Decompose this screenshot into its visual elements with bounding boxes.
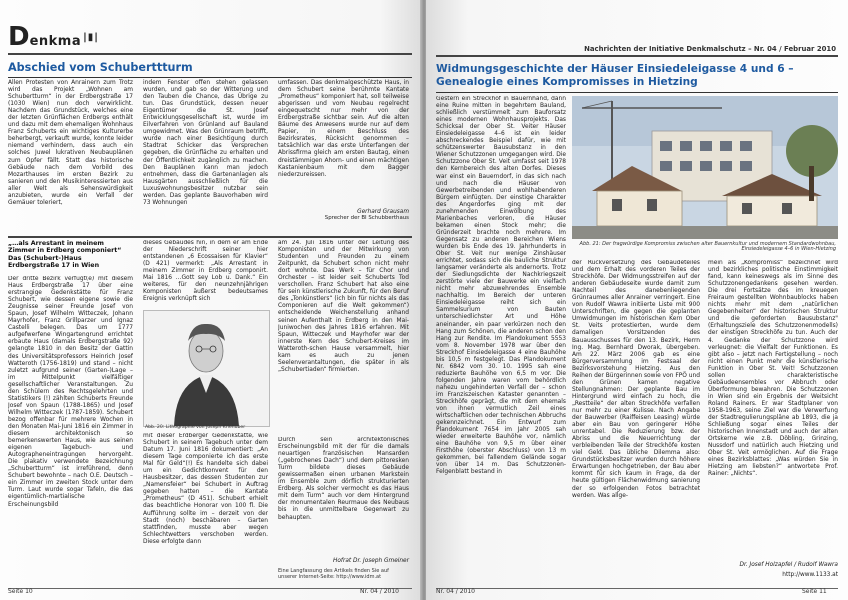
right-title-line-1: Widmungsgeschichte der Häuser Einsiedeleigasse 4 und 6 – <box>436 63 794 75</box>
building-photo-caption: Abb. 21: Der fragwürdige Kompromiss zwischen alter Bauernkultur und modernem Standardwohnbau, Einsiedeleigasse 4–6 in Wien-Hietzing <box>579 241 836 253</box>
denkmal-logo: $D^{enkma}$ |▮| <box>8 22 99 52</box>
logo-bars-icon: |▮| <box>83 32 99 43</box>
article-column-1: Allen Protesten von Anrainern zum Trotz wird das Projekt „Wohnen am Schubertturm“ in der Erdbergstraße 17 (1030 Wien) nun doch verwirklicht. Nachdem das Grundstück, welches eine der letzten Grünflächen Erdbergs enthält und dazu mit dem ehemaligen Wohnhaus Franz Schuberts ein wichtiges Kulturerbe beherbergt, verkauft wurde, konnte leider niemand verhindern, dass auch ein solches Juwel lukrativen Neubauplänen zum Opfer fällt. Statt das historische Gebäude nach dem Vorbild des Mozarthauses im ersten Bezirk zu sanieren und den Musikinteressierten aus aller Welt als Sehenswürdigkeit anzubieten, wurde ein Verfall der Gemäuer toleriert, <box>8 80 133 206</box>
title-rule <box>8 77 412 78</box>
footer-rule-left <box>8 588 412 589</box>
issue-left: Nr. 04 / 2010 <box>360 588 399 595</box>
portrait-caption: Abb. 20: Lithographie von Joseph Kriehuber <box>145 425 246 430</box>
right-signature: Dr. Josef Holzapfel / Rudolf Wawra <box>739 562 838 568</box>
page-left <box>0 0 422 600</box>
box-top-rule <box>8 236 412 238</box>
right-article-title <box>436 63 840 89</box>
box-source-link[interactable]: Eine Langfassung des Artikels finden Sie auf unserer Internet-Seite: http://www.idm.at <box>278 568 389 580</box>
right-title-rule <box>436 92 838 93</box>
building-photo <box>572 96 838 239</box>
header-rule <box>8 53 412 55</box>
right-column-1: Gestern ein Streckhof in Bauernhand, dann eine Ruine mitten in begehrtem Bauland, schließlich verstümmelt zum Bauforsatz eines modernen Wohnhausprojekts. Das Schicksal der Ober St. Veiter Häuser Einsiedeleigasse 4–6 ist ein leider abschreckendes Beispiel dafür, wie mit schützenswerter Bausubstanz in den Wiener Schutzzonen umgegangen wird. Die Schutzzone Ober St. Veit umfasst seit 1978 den Kernbereich des alten Dorfes. Dieses war einst ein Bauerndorf, in das sich nach und nach die Häuser von Gewerbetreibenden und wohlhabenderen Bürgern einfügten. Der einstige Charakter des Angerdorfes ging mit der zunehmenden Einwölbung des Marienbaches verloren, die Häuser bekamen einen Stock mehr; die Gründerzeit brachte noch mehrere. Im Gegensatz zu anderen Bereichen Wiens wurden bis Ende des 19. Jahrhunderts in Ober St. Veit nur wenige Zinshäuser errichtet, sodass sich die bauliche Struktur langsamer veränderte als andernorts. Trotz der Siedlungsdichte der Nachkriegszeit zerstörte viele der Bauwerke ein vielfach nicht mehr abzuwehrendes Ensemble nachhaltig. Im Bereich der unteren Einsiedeleigasse reiht sich ein Sammelsurium von Bauten unterschiedlichster Art und Höhe aneinander, ein paar verkürzen noch den Hang zum Schönen, die anderen schon den Hang zur Rendite. Im Plandokument 5553 vom 8. November 1978 war über den Streckhof Einsiedeleigasse 4 eine Bauhöhe bis 10,5 m festgelegt. Das Plandokument Nr. 6842 vom 30. 10. 1995 sah eine reduzierte Bauhöhe von 6,5 m vor. Die folgenden Jahre waren vom behördlich nahezu ungehinderten Verfall der – schon im Franziszeischen Kataster genannten – Streckhöfe geprägt, die mit dem ehemals von ihnen vermutlich Zeil eines wirtschaftlichen oder technischen Abbruchs gekennzeichnet. Ein Entwurf zum Plandokument 7654 im Jahr 2005 sah wieder erweiterte Bauhöhe vor, nämlich eine Bauhöhe von 9,5 m über einer Firsthöhe (oberster Abschluss) von 13 m gekommen, bei fallendem Gelände sogar von über 14 m. Das Schutzzonen-Felgenblatt bestand in <box>436 96 566 476</box>
footer-rule-right <box>436 588 838 589</box>
newsletter-header: Nachrichten der Initiative Denkmalschutz – Nr. 04 / Februar 2010 <box>584 45 836 53</box>
issue-right: Nr. 04 / 2010 <box>436 588 475 595</box>
portrait-lithograph <box>143 310 270 427</box>
right-site-link[interactable]: http://www.1133.at <box>782 572 838 578</box>
page-number-left: Seite 10 <box>8 588 33 595</box>
article-title: Abschied vom Schuberttturm <box>8 61 193 74</box>
box-column-3-bottom: Durch sein architektonisches Erscheinungsbild mit der für die damals neuartigen französischen Mansarden („gebrochenes Dach“) und dem pittoresken Turm bildete dieses Gebäude gewissermaßen einen urbanen Markstein im Ensemble zum dörflich strukturierten Erdberg. Als solcher vermocht es das Haus mit dem Turm“ auch vor dem Hintergrund der monumentalen Reurmaue des Neubaus bis in die unmittelbare Gegenwart zu behaupten. <box>278 437 409 521</box>
right-column-3: mein als „Kompromiss“ bezeichnet wird und bezirkliches politische Einstimmigkeit fand, kann keineswegs als im Sinne des Schutzzonengedankens gesehen werden. Die drei Fortsätze des im kreuegen Freiraum gestellten Wohnbaublocks haben nichts mehr mit dem „natürlichen Gegebenheiten“ der historischen Struktur und die geforderten Bausubstanz" (Erhaltungsziele des Schutzzonenmodells) der einstigen Streckhöfe zu tun. Auch der 4. Gedanke der Schutzzone wird verleugnet: die Vielfalt der Funktionen. Es gibt also – jetzt nach Fertigstellung – noch nicht einen Punkt mehr die künstlerische Funktion in Ober St. Veit! Schutzzonen sollen charakteristische Gebäudeensembles vor Abbruch oder Überformung bewahren. Die Schutzzonen in Wien sind ein Ergebnis der Weitsicht Roland Rainers. Er war Stadtplaner von 1958-1963, seine Ziel war die Verwerfung der Stadtregulierungspläne ab 1893, die ja Schließung sogar eines Teiles der historischen Innenstadt und auch der alten Ortskerne wie z.B. Döbling, Grinzing, Nussdorf und natürlich auch Hietzing und Ober St. Veit ermöglichen. Auf die Frage eines Bezirksblattes: „Was würden Sie in Hietzing am liebsten?“ antwortete Prof. Rainer: „Nichts“. <box>708 260 838 478</box>
einsiedeleigasse-photo <box>572 96 838 239</box>
signature-name: Gerhard Grausam <box>357 209 409 215</box>
signature-role: Sprecher der BI Schubberthaus <box>324 215 409 221</box>
schubert-portrait-image <box>144 311 269 426</box>
article-signature <box>278 209 409 221</box>
page-number-right: Seite 11 <box>802 588 827 595</box>
right-column-2: der Rückversetzung des Gebäudeteiles und dem Erhalt des vorderen Teiles der Streckhöfe. Der Widmungsstreifen auf der anderen Gebäudeseite wurde damit zum Nachteil des danebenliegenden Grünraumes aller Anrainer verringert. Eine von Rudolf Wawra initiierte Liste mit 900 Unterschriften, die gegen die geplanten Umwidmungen im historischen Kern Ober St. Veits protestierten, wurde dem damaligen Vorsitzenden des Bauausschusses für den 13. Bezirk, Herrn Ing. Mag. Bernhard Dworak, übergeben. Am 22. März 2006 gab es eine Bürgerversammlung im Festsaal der Bezirksvorstehung Hietzing. Aus den Reihen der Bürgerinnen sowie von FPÖ und den Grünen kamen negative Stellungnahmen: Der geplante Bau im Hintergrund wird einfach zu hoch, die „Restteile“ der alten Streckhöfe verfallen nur mehr zu einer Kulisse. Nach Angabe der Bauwerber (Raiffeisen Leasing) würde aber ein Bau von geringerer Höhe unrentabel. Die Reduzierung bzw. der Abriss und die Neuerrichtung der verbleibenden Teile der Streckhöfe kosten viel Geld. Das übliche Dilemma also: Grundstücksbesitzer wurden durch höhere Erwartungen hochgetrieben, der Bau aber kommt für sich kaum in Frage, da der heute gültigen Flächenwidmung sanierung der so erfolgenden Fotos betrachtet werden. Was allge- <box>572 260 700 499</box>
box-column-3-top: am 24. Juli 1816 unter der Leitung des Komponisten und der Mitwirkung von Studenten und Freunden zu einem Zeitpunkt, da Schubert schon nicht mehr dort wohnte. Das Werk – für Chor und Orchester – ist leider seit Schuberts Tod verschollen. Franz Schubert hat also eine für sein künstlerische Zukunft, für den Beruf des „Tonkünstlers“ (ich bin für nichts als das Componieren auf die Welt gekommen“) entscheidende Weichenstellung anhand seinen Aufenthalt in Erdberg in den Mai-Juniwochen des Jahres 1816 erfahren. Mit Spaun, Witteczek und Mayrhofer war der innerste Kern des Schubert-Kreises im Watteroth-schen Hause versammelt, hier kam es auch zu jenen Seelenverantaltungen, die später in als „Schubertiaden“ firmierten. <box>278 240 409 373</box>
article-column-3: umfassen. Das denkmalgeschützte Haus, in dem Schubert seine berühmte Kantate „Prometheus“ komponiert hat, soll teilweise abgerissen und vom Neubau regelrecht eingequetscht nur mehr von der Erdbergstraße sichtbar sein. Auf die alten Bäume des Anwesens wurde nur auf dem Papier, in einem Beschluss des Bezirksrates, Rücksicht genommen – tatsächlich war das erste Unterfangen der Abrissfirma gleich am ersten Bautag, einen dreistämmigen Ahorn- und einen mächtigen Kastanienbaum mit dem Bagger niederzureissen. <box>278 80 409 178</box>
header-rule-right <box>436 55 838 57</box>
box-column-1: Der dritte Bezirk verfügt(e) mit diesem Haus Erdbergstraße 17 über eine erstrangige Gedenkstätte für Franz Schubert, wie dessen eigene sowie die Zeugnisse seiner Freunde Josef von Spaun, Josef Wilhelm Witteczek, Johann Mayrhofer, Franz Grillparzer und Ignaz Castelli belegen. Das um 1777 aufgefwerfene Wingartengrund errichtet erbaute Haus (damals Erdbergstraße 92) gelangte 1810 in den Besitz der Gattin des Universitätsprofessors Heinrich Josef Watteroth (1756-1819) und stand – nicht zuletzt aufgrund seiner (Garten-)Lage – im Mittelpunkt vielfältiger gesellschaftlicher Veranstaltungen. Zu den Schülern des Rechtsgelehrten und Statistikers (!) zählten Schuberts Freunde Josef von Spaun (1788-1865) und Josef Wilhelm Witteczek (1787-1859). Schubert bezog offenbar für mehrere Wochen in den Monaten Mai-Juni 1816 ein Zimmer in diesem architektonisch so bemerkenswerten Haus, wie aus seinen eigenen Tagebuch- und Autographeneintragungen hervorgeht. Die plakativ verwendete Bezeichnung „Schubertturm“ ist irreführend, denn Schubert bewohnte – nach O.E. Deutsch – ein Zimmer im zweiten Stock unter dem Turm. Laut wurde sogar Tafeln, die das eigentümlich-martialische Erscheinungsbild <box>8 276 133 508</box>
right-title-line-2: Genealogie eines Kompromisses in Hietzing <box>436 76 698 88</box>
page-right <box>426 0 848 600</box>
box-column-2-top: dieses Gebäudes hin, in dem er am Ende der Niederschrift seiner hier entstandenen „6 Ecossaisen für Klavier“ (D 421) vermerkt: „Als Arrestant in meinem Zimmer in Erdberg componirt. Mai 1816 …Gott sey Lob u. Dank.“ Ein weiteres, für den neunzehnjährigen Komponisten äußerst bedeutsames Ereignis verknüpft sich <box>143 240 268 303</box>
box-column-2-bottom: mit dieser Erdberger Gedenkstätte, wie Schubert in seinem Tagebuch unter dem Datum 17. Juni 1816 dokumentiert: „An diesem Tage componierte ich das erste Mal für Geld“(!) Es handelte sich dabei um ein Gedichtkonvent für den Hausbesitzer, das dessen Studenten zur „Namensfeier“ bei Schubert in Auftrag gegeben hatten – die Kantate „Prometheus“ (D 451). Schubert erhielt das beachtliche Honorar von 100 fl. Die Aufführung sollte im – derzeit von der Stadt (noch) beschäbaren – Garten stattfinden, musste aber wegen Schlechtwetters verschoben werden. Diese erfolgte dann <box>143 433 268 545</box>
article-column-2: indem Fenster offen stehen gelassen wurden, und gab so der Witterung und den Tauben die Chance, das Übrige zu tun. Das Grundstück, dessen neuer Eigentümer die St. Josef Entwicklungsgesellschaft ist, wurde im Eilverfahren von Grünland auf Bauland umgewidmet. Was den Grünraum betrifft, wurde nach einer Besichtigung durch Stadtrat Schicker das Versprechen gegeben, die Grünfläche zu erhalten und der Öffentlichkeit zugänglich zu machen. Den Bauplänen kann man jedoch entnehmen, dass die Gartenanlagen als Hausgärten ausschließlich für die Luxuswohnungsbesitzer nutzbar sein werden. Das geplante Bauvorhaben wird 73 Wohnungen <box>143 80 268 206</box>
box-signature: Hofrat Dr. Joseph Gmeiner <box>333 558 409 564</box>
box-title: „…als Arrestant in meinem Zimmer in Erdberg componiert“ Das (Schubert-)Haus Erdbergstraße 17 in Wien <box>8 240 122 270</box>
